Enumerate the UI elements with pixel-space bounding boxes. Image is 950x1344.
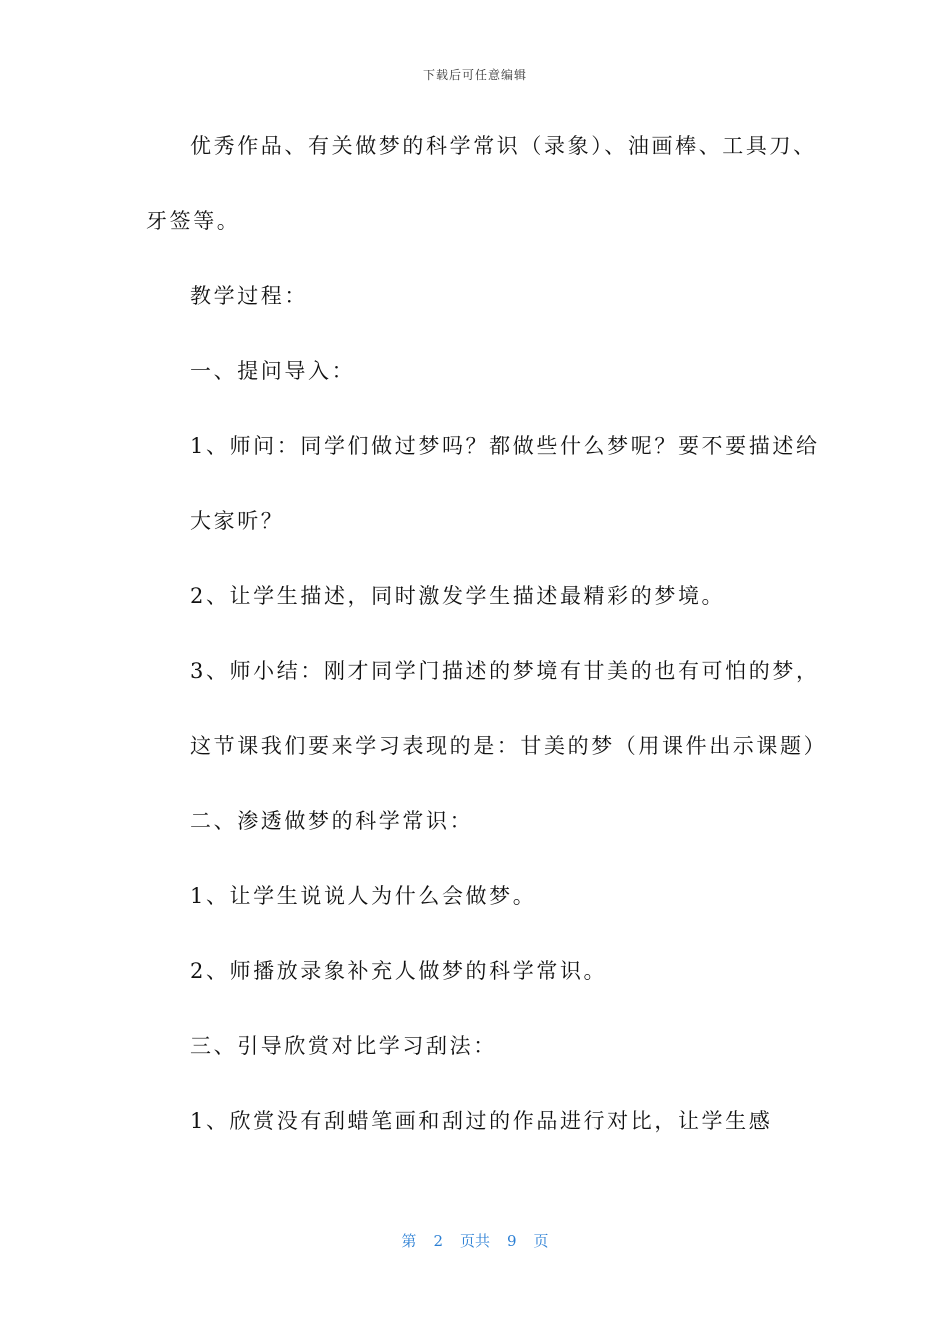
body-line-7: 2、让学生描述，同时激发学生描述最精彩的梦境。 (190, 584, 726, 608)
section-heading-teaching-process: 教学过程： (190, 284, 308, 308)
footer-suffix: 页 (533, 1232, 549, 1250)
body-line-2: 牙签等。 (146, 209, 241, 233)
body-line-9: 这节课我们要来学习表现的是：甘美的梦（用课件出示课题） (190, 734, 828, 758)
body-line-5: 1、师问：同学们做过梦吗？都做些什么梦呢？要不要描述给 (190, 434, 820, 458)
body-line-12: 2、师播放录象补充人做梦的科学常识。 (190, 959, 608, 983)
page-header: 下载后可任意编辑 (422, 68, 527, 82)
body-line-11: 1、让学生说说人为什么会做梦。 (190, 884, 537, 908)
footer-total-pages: 9 (507, 1232, 517, 1250)
body-line-1: 优秀作品、有关做梦的科学常识（录象）、油画棒、工具刀、 (190, 134, 817, 158)
body-line-14: 1、欣赏没有刮蜡笔画和刮过的作品进行对比，让学生感 (190, 1109, 773, 1133)
section-heading-2: 二、渗透做梦的科学常识： (190, 809, 474, 833)
footer-current-page: 2 (433, 1232, 443, 1250)
body-line-6: 大家听？ (190, 509, 285, 533)
footer-mid: 页共 (459, 1232, 490, 1250)
section-heading-1: 一、提问导入： (190, 359, 356, 383)
section-heading-3: 三、引导欣赏对比学习刮法： (190, 1034, 497, 1058)
body-line-8: 3、师小结：刚才同学门描述的梦境有甘美的也有可怕的梦， (190, 659, 820, 683)
footer-prefix: 第 (401, 1232, 417, 1250)
page-footer (0, 1230, 950, 1251)
